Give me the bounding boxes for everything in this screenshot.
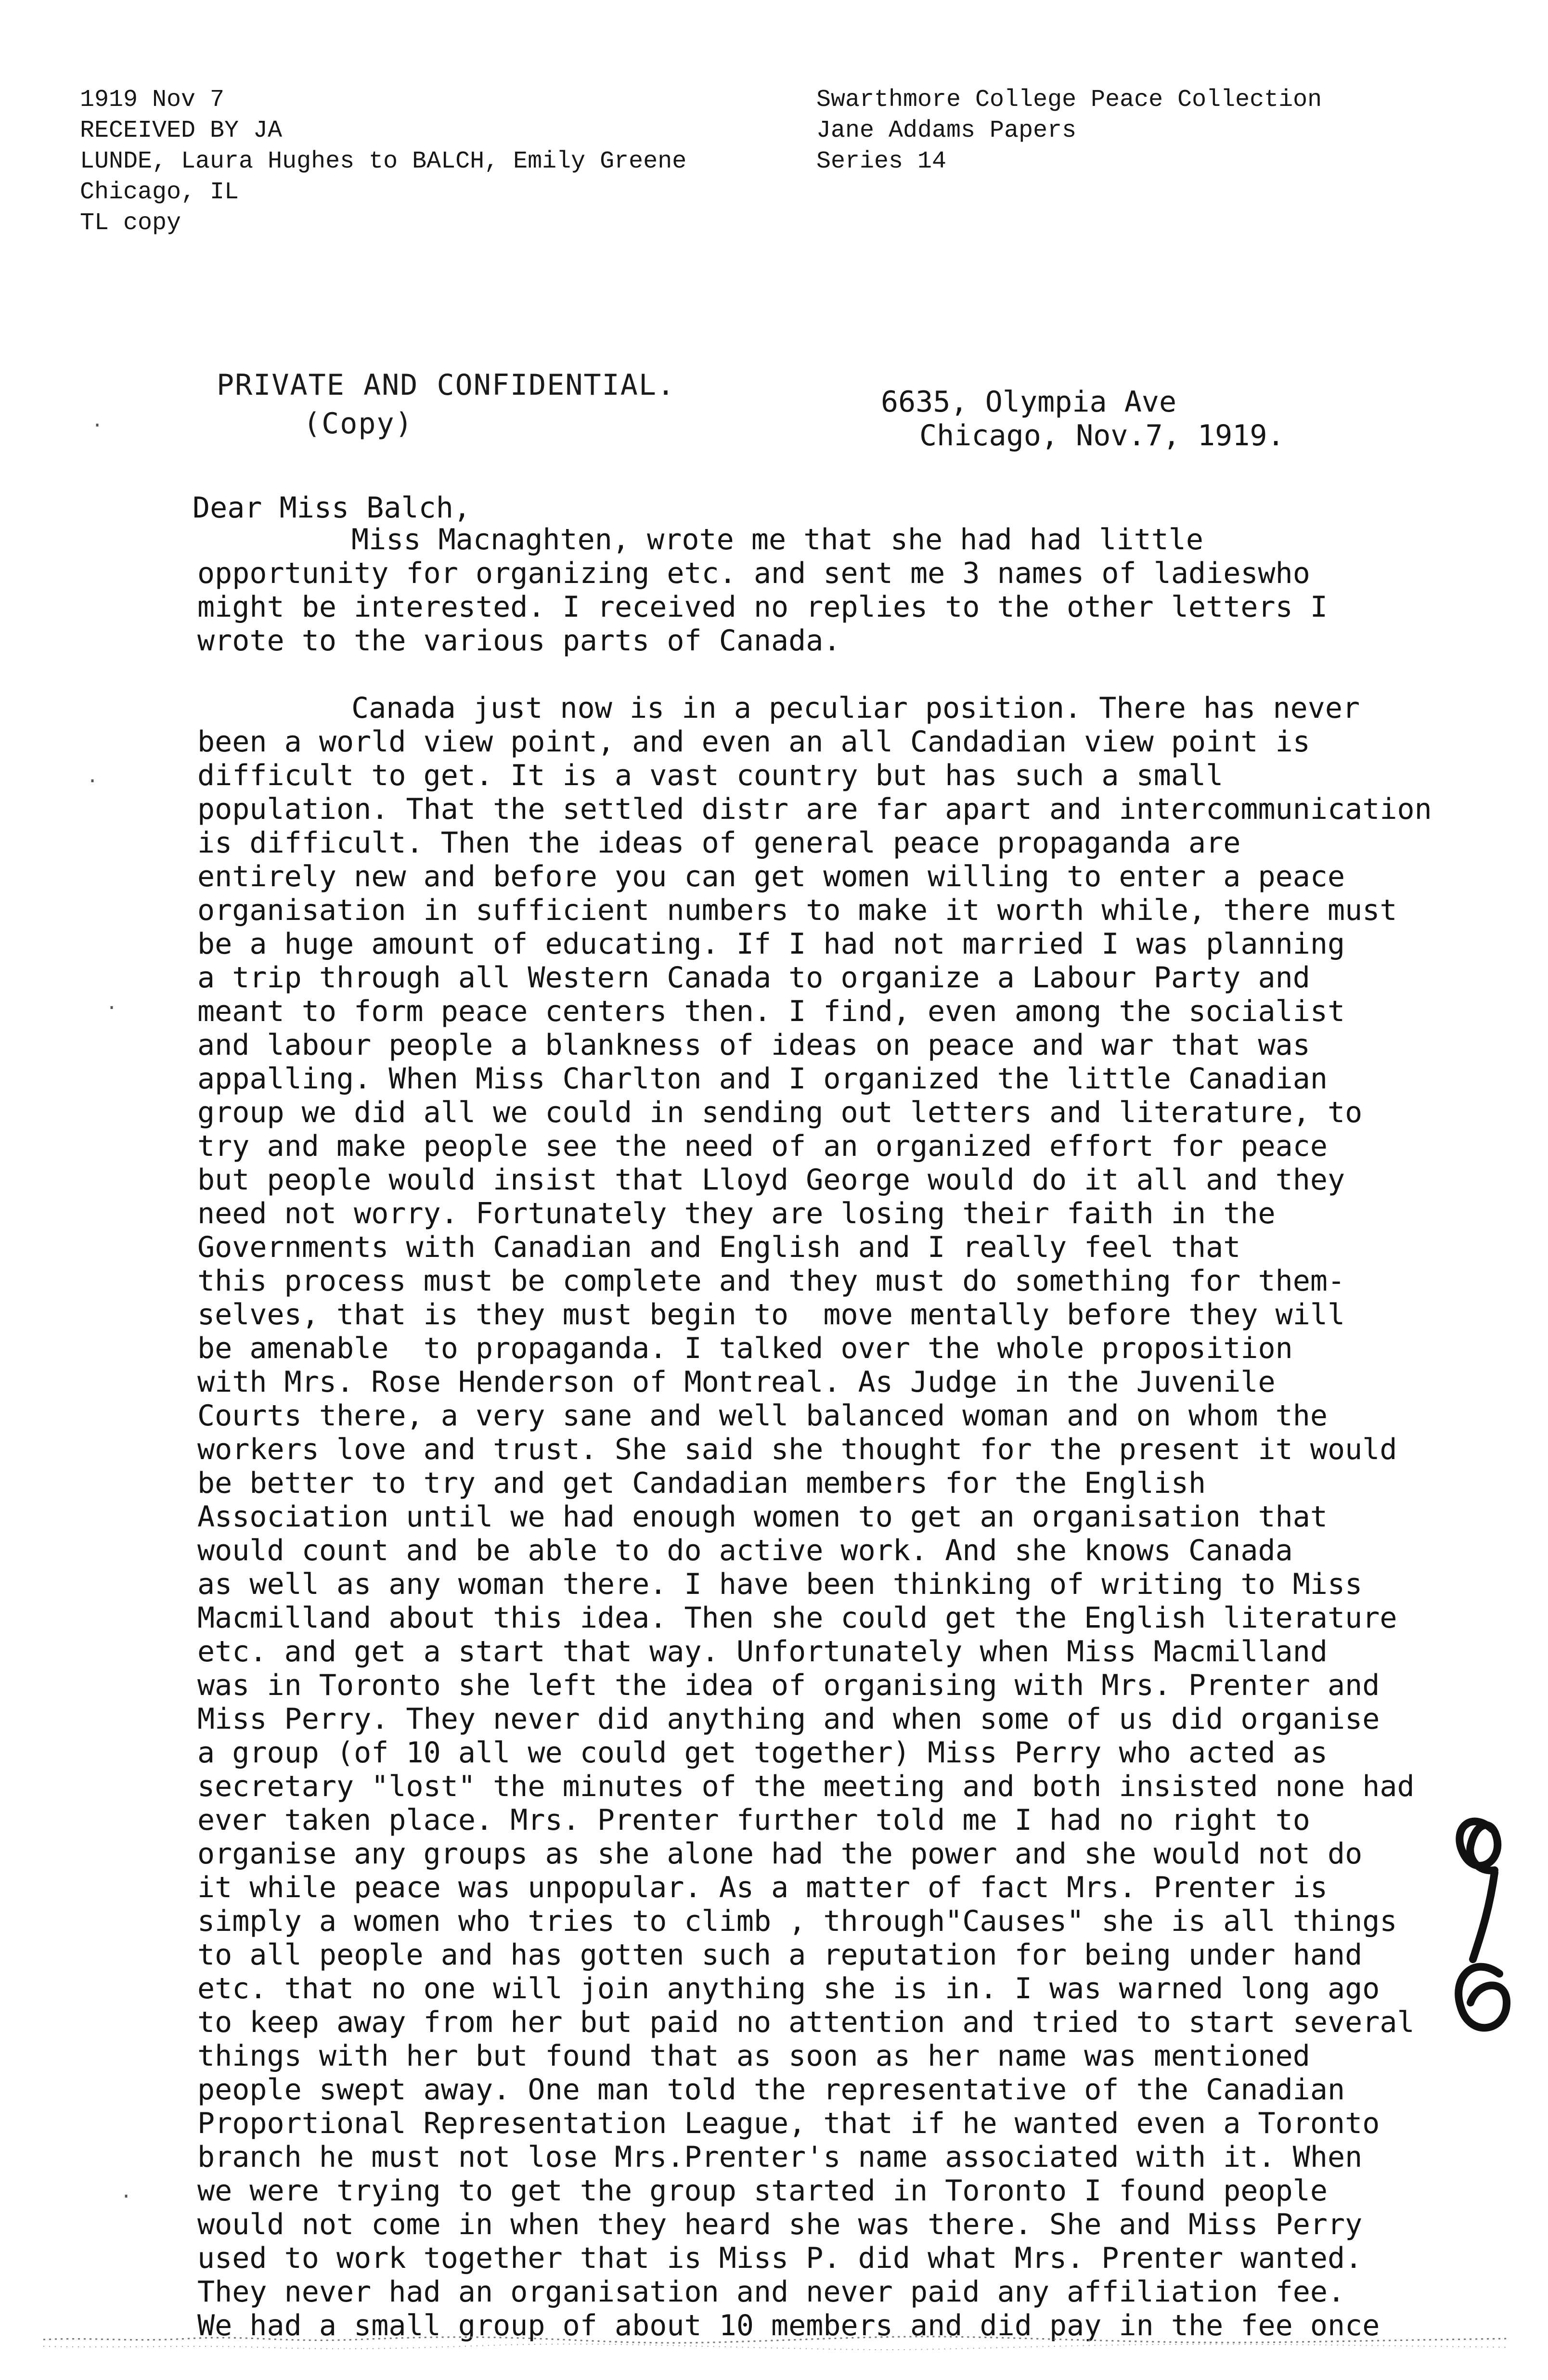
margin-speck: · (120, 2186, 132, 2208)
archive-place: Chicago, IL (80, 179, 239, 206)
body-line: to keep away from her but paid no attention and tried to start several (197, 2005, 1415, 2039)
body-line: Courts there, a very sane and well balanced woman and on whom the (197, 1399, 1328, 1433)
body-line: a group (of 10 all we could get together) Miss Perry who acted as (197, 1736, 1328, 1770)
body-line: organise any groups as she alone had the power and she would not do (197, 1837, 1363, 1871)
body-line: with Mrs. Rose Henderson of Montreal. As Judge in the Juvenile (197, 1365, 1276, 1399)
body-line: need not worry. Fortunately they are losing their faith in the (197, 1197, 1276, 1230)
body-line: a trip through all Western Canada to organize a Labour Party and (197, 961, 1310, 995)
body-line: people swept away. One man told the representative of the Canadian (197, 2073, 1345, 2107)
body-line: used to work together that is Miss P. did what Mrs. Prenter wanted. (197, 2241, 1363, 2275)
body-line: Association until we had enough women to get an organisation that (197, 1500, 1328, 1534)
salutation: Dear Miss Balch, (193, 491, 471, 525)
archive-received: RECEIVED BY JA (80, 117, 283, 144)
copy-label: (Copy) (303, 407, 413, 440)
body-line: as well as any woman there. I have been thinking of writing to Miss (197, 1567, 1363, 1601)
body-line: secretary "lost" the minutes of the meeting and both insisted none had (197, 1770, 1415, 1803)
archive-metadata-left (80, 85, 802, 239)
body-line: and labour people a blankness of ideas on peace and war that was (197, 1028, 1310, 1062)
body-line: things with her but found that as soon as her name was mentioned (197, 2039, 1310, 2073)
body-line: etc. and get a start that way. Unfortunately when Miss Macmilland (197, 1635, 1328, 1669)
archive-series: Series 14 (816, 148, 947, 175)
body-line: is difficult. Then the ideas of general peace propaganda are (197, 826, 1241, 860)
body-line: Macmilland about this idea. Then she could get the English literature (197, 1601, 1397, 1635)
body-line: entirely new and before you can get women willing to enter a peace (197, 860, 1345, 893)
body-line: Miss Macnaghten, wrote me that she had had little (351, 523, 1204, 556)
body-line: we were trying to get the group started in Toronto I found people (197, 2174, 1328, 2208)
archive-correspondents: LUNDE, Laura Hughes to BALCH, Emily Greene (80, 148, 687, 175)
body-line: appalling. When Miss Charlton and I organized the little Canadian (197, 1062, 1328, 1096)
body-line: group we did all we could in sending out letters and literature, to (197, 1096, 1363, 1129)
body-line: might be interested. I received no replies to the other letters I (197, 590, 1328, 624)
sender-address-block (881, 385, 1458, 453)
body-line: population. That the settled distr are far apart and intercommunication (197, 792, 1432, 826)
archive-format: TL copy (80, 209, 181, 237)
sender-address: 6635, Olympia Ave (881, 385, 1177, 419)
body-line: Governments with Canadian and English and I really feel that (197, 1230, 1241, 1264)
body-line: meant to form peace centers then. I find, even among the socialist (197, 995, 1345, 1028)
body-line: opportunity for organizing etc. and sent me 3 names of ladieswho (197, 556, 1310, 590)
body-line: to all people and has gotten such a reputation for being under hand (197, 1938, 1363, 1972)
body-line: try and make people see the need of an organized effort for peace (197, 1129, 1328, 1163)
body-line: be amenable to propaganda. I talked over the whole proposition (197, 1332, 1293, 1365)
body-line: this process must be complete and they must do something for them- (197, 1264, 1345, 1298)
handwritten-page-number (1425, 1800, 1531, 2070)
body-line: simply a women who tries to climb , through"Causes" she is all things (197, 1904, 1397, 1938)
body-line: workers love and trust. She said she thought for the present it would (197, 1433, 1397, 1466)
body-line: Miss Perry. They never did anything and when some of us did organise (197, 1702, 1380, 1736)
body-line: be better to try and get Candadian members for the English (197, 1466, 1206, 1500)
body-line: They never had an organisation and never paid any affiliation fee. (197, 2275, 1345, 2309)
confidential-label-block (217, 366, 794, 443)
archive-date: 1919 Nov 7 (80, 86, 225, 114)
body-line: selves, that is they must begin to move mentally before they will (197, 1298, 1345, 1332)
body-line: etc. that no one will join anything she is in. I was warned long ago (197, 1972, 1380, 2005)
margin-speck: . (91, 409, 103, 431)
body-line: branch he must not lose Mrs.Prenter's name associated with it. When (197, 2140, 1363, 2174)
body-line: would count and be able to do active work. And she knows Canada (197, 1534, 1293, 1567)
body-line: it while peace was unpopular. As a matter of fact Mrs. Prenter is (197, 1871, 1328, 1904)
paragraph-2 (197, 691, 1507, 2342)
body-line: We had a small group of about 10 members and did pay in the fee once (197, 2309, 1380, 2342)
margin-speck: . (106, 992, 118, 1014)
archive-metadata-right (816, 85, 1442, 177)
body-line: been a world view point, and even an all Candadian view point is (197, 725, 1310, 759)
body-line: organisation in sufficient numbers to make it worth while, there must (197, 893, 1397, 927)
archive-header (80, 85, 1476, 248)
private-confidential-label: PRIVATE AND CONFIDENTIAL. (217, 368, 676, 402)
body-line: but people would insist that Lloyd George would do it all and they (197, 1163, 1345, 1197)
body-line: Canada just now is in a peculiar position. There has never (351, 691, 1360, 725)
body-line: would not come in when they heard she was there. She and Miss Perry (197, 2208, 1363, 2241)
letter-body (197, 523, 1507, 2342)
scan-edge-noise (43, 2325, 1507, 2354)
body-line: wrote to the various parts of Canada. (197, 624, 841, 658)
body-line: be a huge amount of educating. If I had not married I was planning (197, 927, 1345, 961)
body-line: ever taken place. Mrs. Prenter further told me I had no right to (197, 1803, 1310, 1837)
body-line: Proportional Representation League, that if he wanted even a Toronto (197, 2107, 1380, 2140)
body-line: was in Toronto she left the idea of organising with Mrs. Prenter and (197, 1669, 1380, 1702)
archive-papers: Jane Addams Papers (816, 117, 1077, 144)
paragraph-1 (197, 523, 1507, 658)
margin-speck: · (87, 770, 99, 792)
archive-collection: Swarthmore College Peace Collection (816, 86, 1322, 114)
letter-date: Chicago, Nov.7, 1919. (919, 419, 1285, 453)
body-line: difficult to get. It is a vast country but has such a small (197, 759, 1224, 792)
